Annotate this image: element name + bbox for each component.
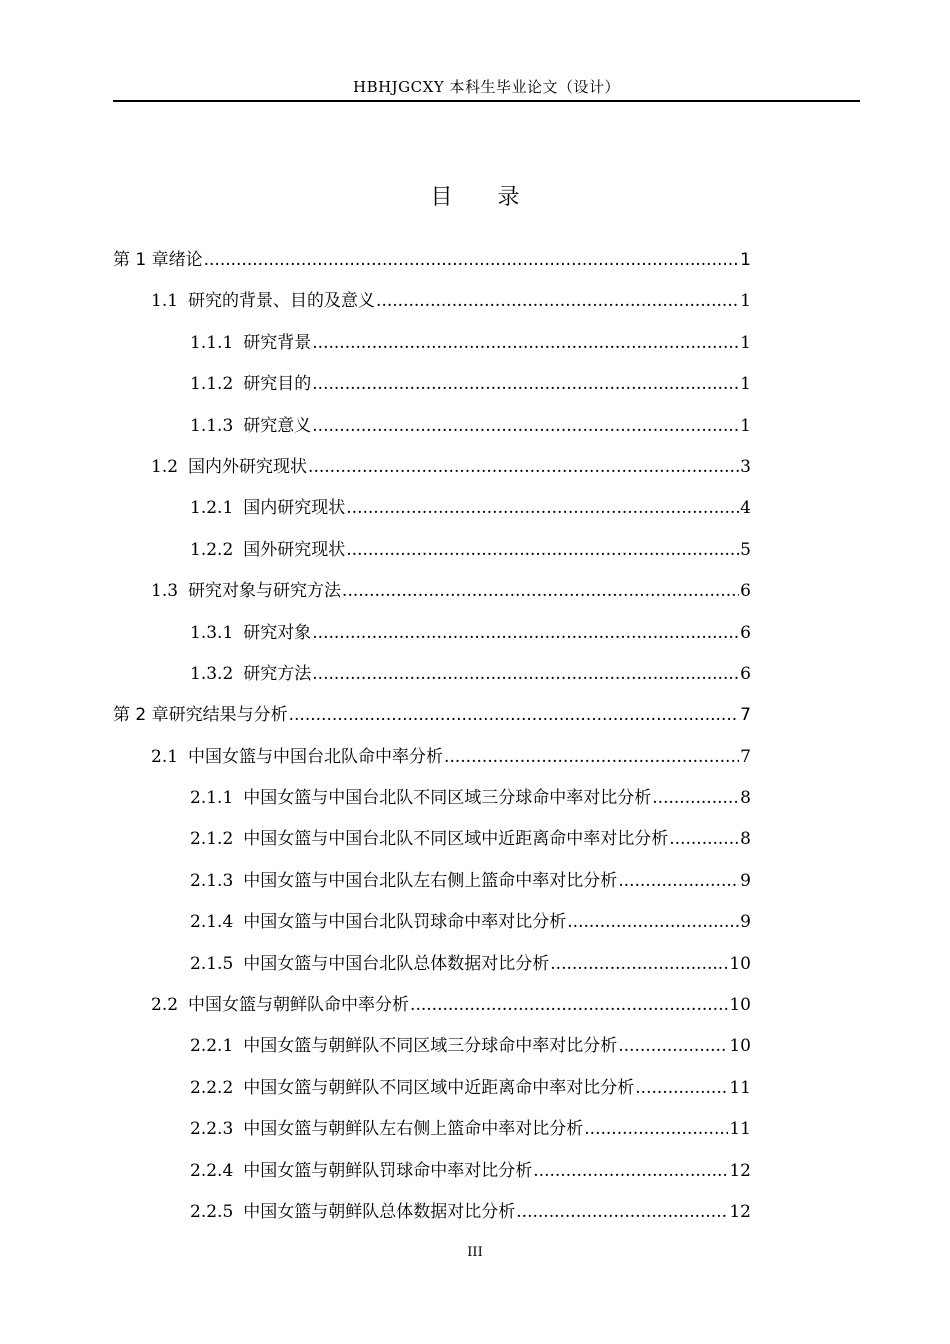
toc-page-number: 9 bbox=[740, 870, 751, 891]
table-of-contents bbox=[113, 240, 751, 1233]
toc-number: 1.3.1 bbox=[190, 622, 234, 643]
toc-entry[interactable] bbox=[113, 985, 751, 1026]
toc-number: 第 2 章 bbox=[113, 705, 169, 726]
toc-page-number: 1 bbox=[740, 415, 751, 436]
toc-entry[interactable] bbox=[113, 406, 751, 447]
toc-title: 中国女篮与中国台北队不同区域中近距离命中率对比分析 bbox=[243, 829, 669, 850]
toc-number: 1.3 bbox=[151, 581, 179, 602]
toc-leader bbox=[346, 530, 739, 571]
toc-number: 1.1.1 bbox=[190, 332, 234, 353]
toc-title: 中国女篮与朝鲜队不同区域三分球命中率对比分析 bbox=[243, 1036, 618, 1057]
toc-title: 中国女篮与中国台北队命中率分析 bbox=[188, 746, 444, 767]
toc-title: 研究对象 bbox=[243, 622, 312, 643]
toc-leader bbox=[346, 488, 739, 529]
toc-title: 研究方法 bbox=[243, 663, 312, 684]
toc-entry[interactable] bbox=[113, 902, 751, 943]
toc-number: 1.1.2 bbox=[190, 374, 234, 395]
toc-page-number: 10 bbox=[729, 1036, 751, 1057]
toc-title: 中国女篮与朝鲜队命中率分析 bbox=[188, 995, 410, 1016]
toc-title: 研究意义 bbox=[243, 415, 312, 436]
page-number-footer: III bbox=[467, 1245, 483, 1260]
toc-entry[interactable] bbox=[113, 240, 751, 281]
toc-page-number: 11 bbox=[729, 1077, 751, 1098]
toc-leader bbox=[444, 737, 739, 778]
toc-title: 中国女篮与中国台北队总体数据对比分析 bbox=[243, 953, 550, 974]
toc-title: 国外研究现状 bbox=[243, 539, 346, 560]
toc-page-number: 3 bbox=[740, 456, 751, 477]
toc-number: 2.1.1 bbox=[190, 788, 234, 809]
toc-page-number: 6 bbox=[740, 581, 751, 602]
toc-number: 2.2 bbox=[151, 995, 179, 1016]
toc-title: 中国女篮与中国台北队罚球命中率对比分析 bbox=[243, 912, 567, 933]
toc-title: 中国女篮与朝鲜队罚球命中率对比分析 bbox=[243, 1160, 533, 1181]
toc-entry[interactable] bbox=[113, 530, 751, 571]
toc-leader bbox=[567, 902, 739, 943]
toc-number: 1.2 bbox=[151, 456, 179, 477]
toc-page-number: 1 bbox=[740, 291, 751, 312]
toc-entry[interactable] bbox=[113, 488, 751, 529]
toc-leader bbox=[376, 281, 739, 322]
toc-title: 研究背景 bbox=[243, 332, 312, 353]
toc-entry[interactable] bbox=[113, 778, 751, 819]
toc-title: 研究的背景、目的及意义 bbox=[188, 291, 376, 312]
toc-title: 研究结果与分析 bbox=[168, 705, 288, 726]
toc-number: 2.2.3 bbox=[190, 1119, 234, 1140]
toc-page-number: 5 bbox=[740, 539, 751, 560]
toc-page-number: 4 bbox=[740, 498, 751, 519]
toc-leader bbox=[550, 944, 728, 985]
toc-entry[interactable] bbox=[113, 1068, 751, 1109]
toc-leader bbox=[312, 613, 739, 654]
toc-title: 中国女篮与中国台北队不同区域三分球命中率对比分析 bbox=[243, 788, 652, 809]
toc-page-number: 10 bbox=[729, 953, 751, 974]
toc-title: 中国女篮与朝鲜队左右侧上篮命中率对比分析 bbox=[243, 1119, 584, 1140]
toc-page-number: 12 bbox=[729, 1160, 751, 1181]
toc-number: 2.1.5 bbox=[190, 953, 234, 974]
toc-leader bbox=[584, 1109, 728, 1150]
toc-number: 2.1.4 bbox=[190, 912, 234, 933]
toc-page-number: 1 bbox=[740, 332, 751, 353]
toc-number: 1.1 bbox=[151, 291, 179, 312]
toc-title: 国内研究现状 bbox=[243, 498, 346, 519]
toc-leader bbox=[342, 571, 739, 612]
toc-number: 2.1.2 bbox=[190, 829, 234, 850]
toc-leader bbox=[618, 861, 739, 902]
toc-page-number: 8 bbox=[740, 788, 751, 809]
toc-page-number: 6 bbox=[740, 622, 751, 643]
toc-leader bbox=[312, 323, 739, 364]
toc-title: 中国女篮与朝鲜队不同区域中近距离命中率对比分析 bbox=[243, 1077, 635, 1098]
toc-entry[interactable] bbox=[113, 447, 751, 488]
toc-number: 1.1.3 bbox=[190, 415, 234, 436]
toc-entry[interactable] bbox=[113, 695, 751, 736]
toc-number: 第 1 章 bbox=[113, 250, 169, 270]
toc-number: 2.1 bbox=[151, 746, 179, 767]
toc-entry[interactable] bbox=[113, 1026, 751, 1067]
toc-entry[interactable] bbox=[113, 1109, 751, 1150]
toc-page-number: 7 bbox=[740, 705, 751, 726]
toc-entry[interactable] bbox=[113, 819, 751, 860]
toc-entry[interactable] bbox=[113, 737, 751, 778]
toc-number: 2.2.1 bbox=[190, 1036, 234, 1057]
toc-number: 2.2.5 bbox=[190, 1201, 234, 1222]
toc-page-number: 7 bbox=[740, 746, 751, 767]
toc-entry[interactable] bbox=[113, 1192, 751, 1233]
toc-page-number: 6 bbox=[740, 663, 751, 684]
toc-leader bbox=[289, 695, 740, 736]
toc-leader bbox=[312, 654, 739, 695]
toc-page-number: 8 bbox=[740, 829, 751, 850]
toc-page-number: 1 bbox=[740, 374, 751, 395]
toc-number: 2.2.2 bbox=[190, 1077, 234, 1098]
toc-entry[interactable] bbox=[113, 364, 751, 405]
toc-entry[interactable] bbox=[113, 613, 751, 654]
toc-leader bbox=[410, 985, 728, 1026]
toc-leader bbox=[204, 240, 740, 281]
toc-leader bbox=[635, 1068, 728, 1109]
toc-title: 研究对象与研究方法 bbox=[188, 581, 342, 602]
toc-leader bbox=[618, 1026, 728, 1067]
toc-entry[interactable] bbox=[113, 323, 751, 364]
toc-title: 研究目的 bbox=[243, 374, 312, 395]
toc-page-number: 9 bbox=[740, 912, 751, 933]
running-header: HBHJGCXY 本科生毕业论文（设计） bbox=[352, 78, 620, 96]
toc-number: 2.2.4 bbox=[190, 1160, 234, 1181]
toc-leader bbox=[652, 778, 739, 819]
toc-title: 绪论 bbox=[168, 250, 203, 270]
page-title: 目录 bbox=[430, 185, 565, 210]
toc-leader bbox=[533, 1151, 728, 1192]
toc-leader bbox=[669, 819, 739, 860]
toc-page-number: 1 bbox=[740, 250, 751, 270]
toc-entry[interactable] bbox=[113, 1151, 751, 1192]
toc-entry[interactable] bbox=[113, 654, 751, 695]
toc-leader bbox=[312, 364, 739, 405]
toc-number: 1.3.2 bbox=[190, 663, 234, 684]
toc-number: 1.2.2 bbox=[190, 539, 234, 560]
toc-number: 2.1.3 bbox=[190, 870, 234, 891]
toc-page-number: 12 bbox=[729, 1201, 751, 1222]
toc-entry[interactable] bbox=[113, 281, 751, 322]
toc-entry[interactable] bbox=[113, 861, 751, 902]
toc-leader bbox=[516, 1192, 728, 1233]
toc-title: 中国女篮与中国台北队左右侧上篮命中率对比分析 bbox=[243, 870, 618, 891]
toc-title: 中国女篮与朝鲜队总体数据对比分析 bbox=[243, 1201, 516, 1222]
toc-page-number: 11 bbox=[729, 1119, 751, 1140]
toc-leader bbox=[308, 447, 739, 488]
toc-number: 1.2.1 bbox=[190, 498, 234, 519]
toc-leader bbox=[312, 406, 739, 447]
toc-entry[interactable] bbox=[113, 944, 751, 985]
toc-entry[interactable] bbox=[113, 571, 751, 612]
toc-page-number: 10 bbox=[729, 995, 751, 1016]
header-rule bbox=[113, 100, 860, 102]
toc-title: 国内外研究现状 bbox=[188, 456, 308, 477]
